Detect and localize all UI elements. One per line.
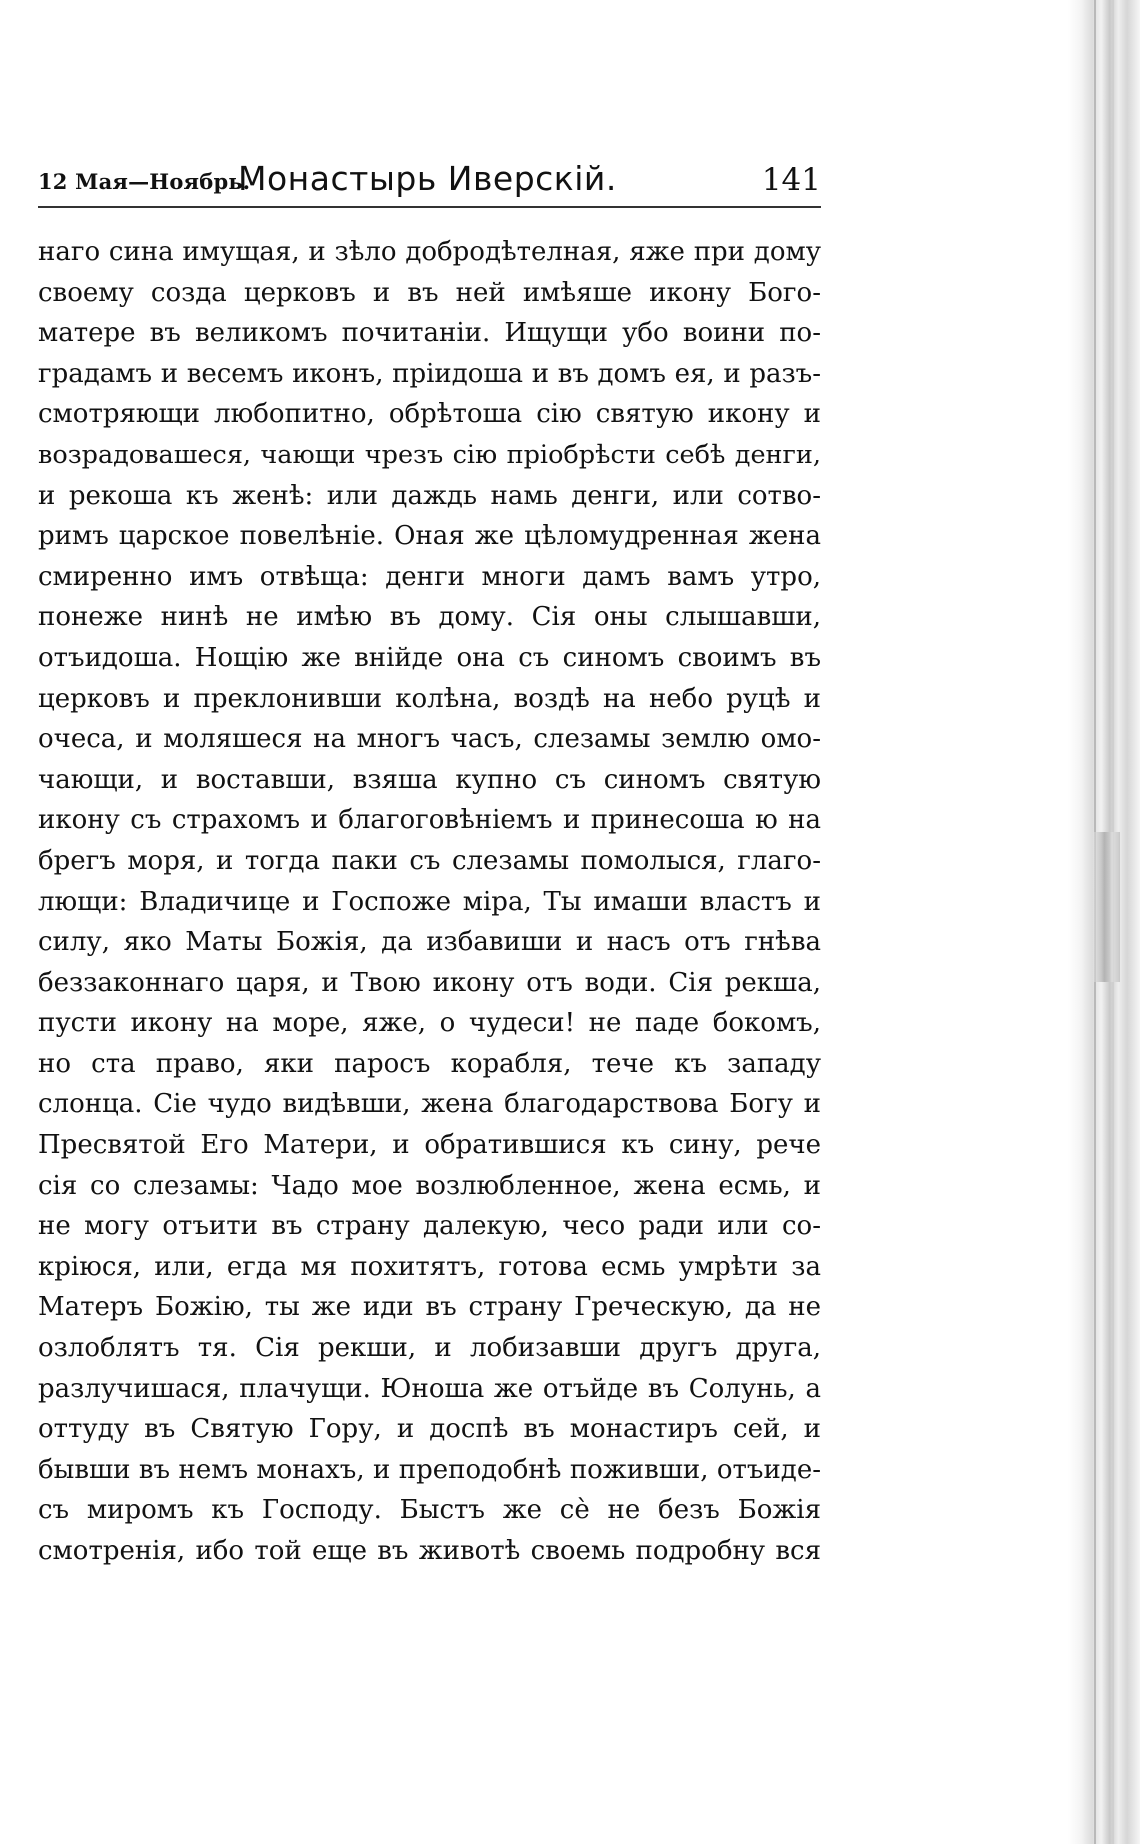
text-line: оттуду въ Святую Гору, и доспѣ въ монастиръ сей, и <box>38 1414 821 1445</box>
text-line: но ста право, яки паросъ корабля, тече къ западу <box>38 1048 821 1079</box>
text-line: римъ царское повелѣніе. Оная же цѣломудренная жена <box>38 521 821 552</box>
text-line: Пресвятой Его Матери, и обратившися къ сину, рече <box>38 1130 821 1161</box>
text-line: смотряющи любопитно, обрѣтоша сію святую икону и <box>38 399 821 430</box>
text-line: силу, яко Маты Божія, да избавиши и насъ отъ гнѣва <box>38 927 821 958</box>
header-rule <box>38 206 821 208</box>
text-line: сія со слезамы: Чадо мое возлюбленное, жена есмь, и <box>38 1170 821 1201</box>
text-line: икону съ страхомъ и благоговѣніемъ и принесоша ю на <box>38 805 821 836</box>
text-line: лющи: Владичице и Госпоже міра, Ты имаши властъ и <box>38 886 821 917</box>
text-line: матере въ великомъ почитаніи. Ищущи убо воини по- <box>38 318 821 349</box>
running-header <box>38 152 821 202</box>
text-line: пусти икону на море, яже, о чудеси! не паде бокомъ, <box>38 1008 821 1039</box>
header-dates: 12 Мая—Ноябрь. <box>38 169 251 194</box>
body-text <box>38 232 821 1572</box>
text-line: отъидоша. Нощію же внійде она съ синомъ своимъ въ <box>38 642 821 673</box>
text-line: кріюся, или, егда мя похитятъ, готова есмь умрѣти за <box>38 1251 821 1282</box>
binding-mark <box>1094 832 1120 982</box>
text-line: не могу отъити въ страну далекую, чесо ради или со- <box>38 1211 821 1242</box>
text-line: слонца. Сіе чудо видѣвши, жена благодарствова Богу и <box>38 1089 821 1120</box>
text-line: возрадовашеся, чающи чрезъ сію пріобрѣсти себѣ денги, <box>38 439 821 470</box>
text-line: разлучишася, плачущи. Юноша же отъйде въ Солунь, а <box>38 1373 821 1404</box>
text-line: градамъ и весемъ иконъ, пріидоша и въ домъ ея, и разъ- <box>38 358 821 389</box>
page-binding-shadow <box>1068 0 1140 1844</box>
text-line: церковъ и преклонивши колѣна, воздѣ на небо руцѣ и <box>38 683 821 714</box>
text-line: брегъ моря, и тогда паки съ слезамы помолыся, глаго- <box>38 845 821 876</box>
text-line: смиренно имъ отвѣща: денги многи дамъ вамъ утро, <box>38 561 821 592</box>
text-line: съ миромъ къ Господу. Быстъ же сѐ не безъ Божія <box>38 1495 821 1526</box>
text-line: смотренія, ибо той еще въ животѣ своемь подробну вся <box>38 1536 821 1566</box>
text-line: чающи, и воставши, взяша купно съ синомъ святую <box>38 764 821 795</box>
text-line: и рекоша къ женѣ: или даждь намь денги, или сотво- <box>38 480 821 511</box>
text-line: своему созда церковъ и въ ней имѣяше икону Бого- <box>38 277 821 308</box>
header-title: Монастырь Иверскій. <box>238 159 617 198</box>
text-line: очеса, и моляшеся на многъ часъ, слезамы землю омо- <box>38 724 821 755</box>
text-line: бывши въ немъ монахъ, и преподобнѣ поживши, отъидe- <box>38 1454 821 1485</box>
page-number: 141 <box>761 162 821 198</box>
text-line: Матеръ Божію, ты же иди въ страну Греческую, да не <box>38 1292 821 1323</box>
text-line: беззаконнаго царя, и Твою икону отъ води. Сія рекша, <box>38 967 821 998</box>
text-line: понеже нинѣ не имѣю въ дому. Сія оны слышавши, <box>38 602 821 633</box>
text-line: озлоблятъ тя. Сія рекши, и лобизавши другъ друга, <box>38 1333 821 1364</box>
text-line: наго сина имущая, и зѣло добродѣтелная, яже при дому <box>38 237 821 267</box>
